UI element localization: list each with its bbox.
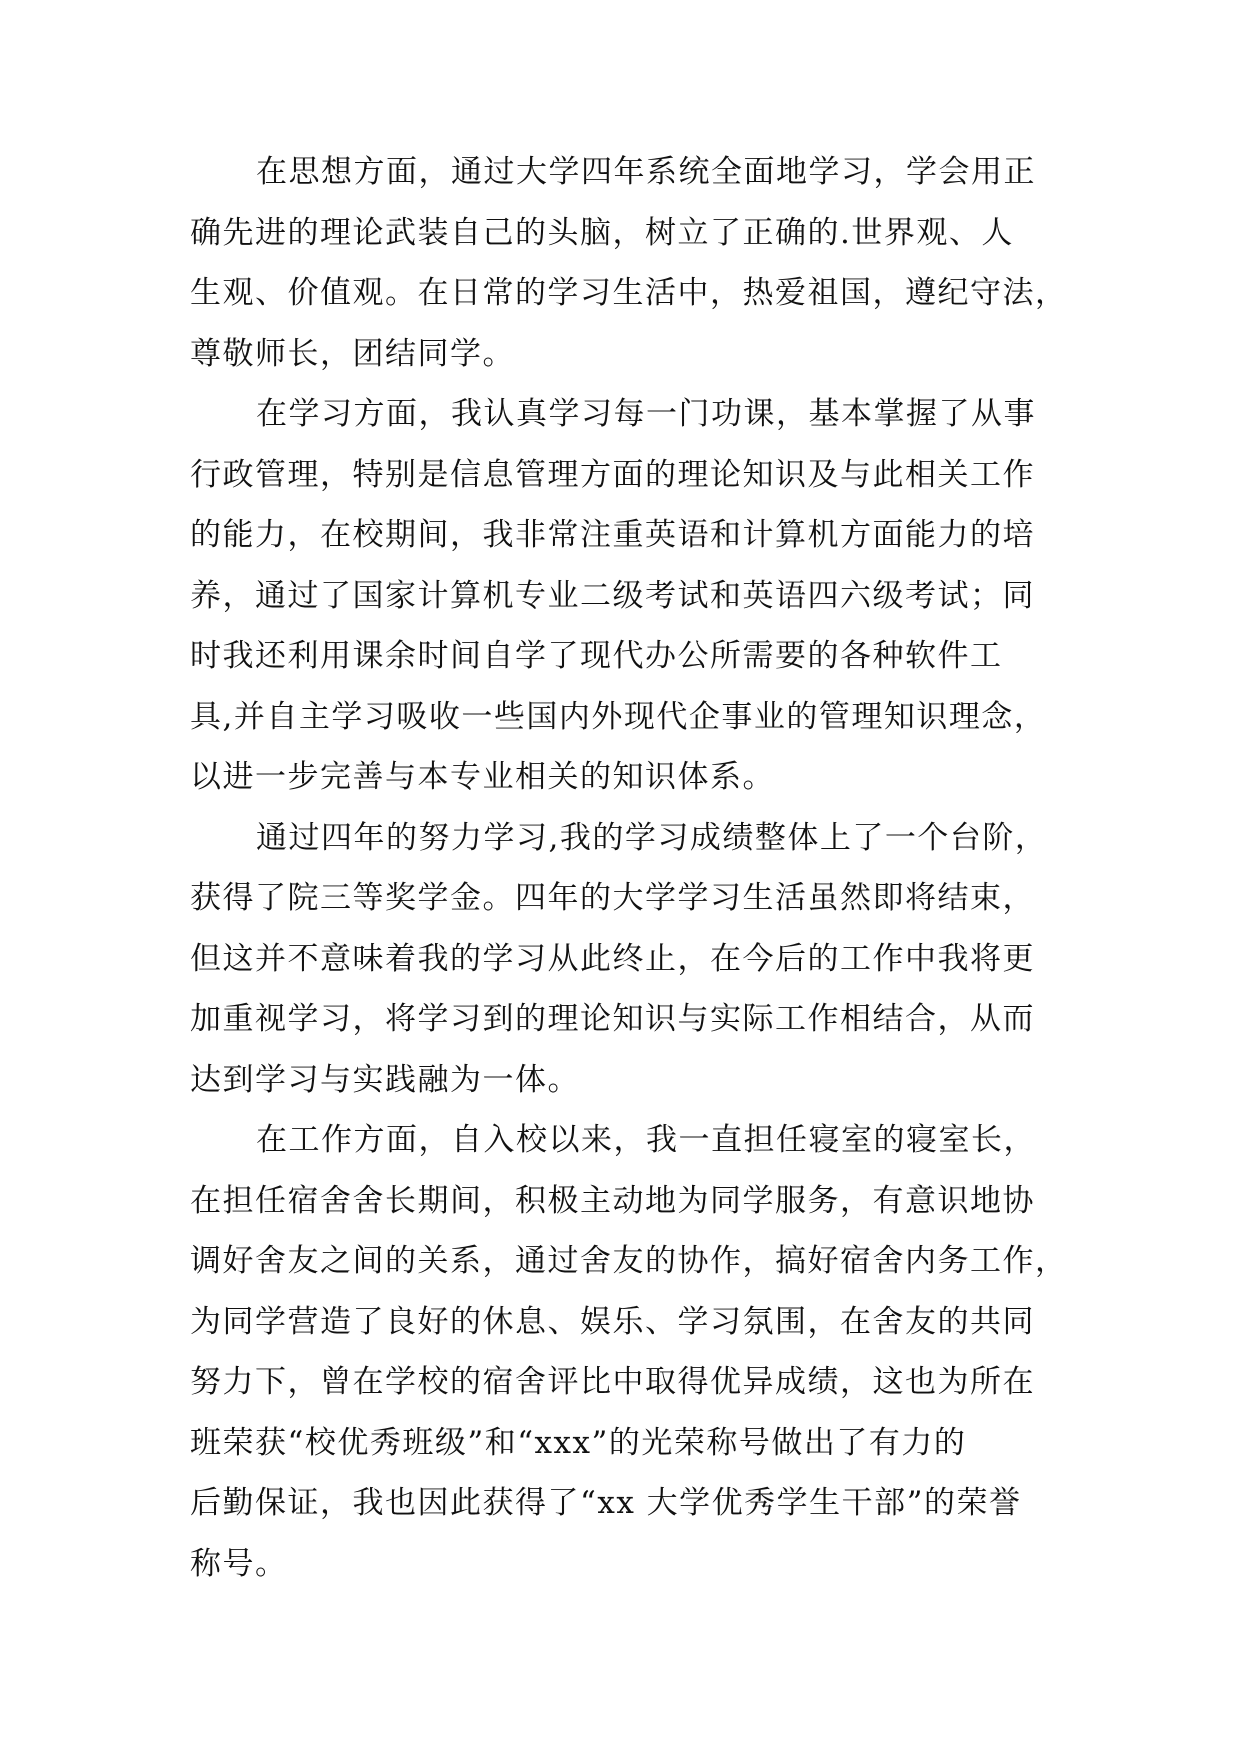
paragraph-line: 生观、价值观。在日常的学习生活中，热爱祖国，遵纪守法， [190, 275, 1068, 311]
paragraph-line: 在工作方面，自入校以来，我一直担任寝室的寝室长， [256, 1122, 1036, 1158]
paragraph-line: 加重视学习，将学习到的理论知识与实际工作相结合，从而 [190, 1001, 1035, 1037]
paragraph-line: 养，通过了国家计算机专业二级考试和英语四六级考试；同 [190, 577, 1035, 614]
paragraph-line: 称号。 [190, 1545, 288, 1582]
paragraph-line: 获得了院三等奖学金。四年的大学学习生活虽然即将结束， [190, 880, 1035, 916]
paragraph-line: 的能力，在校期间，我非常注重英语和计算机方面能力的培 [190, 517, 1035, 553]
document-body [190, 154, 1068, 1606]
paragraph-line: 在学习方面，我认真学习每一门功课，基本掌握了从事 [256, 396, 1036, 432]
paragraph-line: 为同学营造了良好的休息、娱乐、学习氛围，在舍友的共同 [190, 1303, 1035, 1340]
paragraph-line: 在担任宿舍舍长期间，积极主动地为同学服务，有意识地协 [190, 1182, 1035, 1219]
paragraph-line: 达到学习与实践融为一体。 [190, 1061, 580, 1098]
paragraph-achievement [190, 820, 1050, 1123]
paragraph-work [190, 1122, 1068, 1606]
paragraph-line: 通过四年的努力学习,我的学习成绩整体上了一个台阶， [256, 819, 1048, 856]
paragraph-line: 后勤保证，我也因此获得了“xx 大学优秀学生干部”的荣誉 [190, 1485, 1022, 1521]
paragraph-line: 在思想方面，通过大学四年系统全面地学习，学会用正 [256, 154, 1036, 190]
paragraph-line: 尊敬师长，团结同学。 [190, 335, 515, 372]
paragraph-line: 以进一步完善与本专业相关的知识体系。 [190, 759, 775, 795]
paragraph-line: 班荣获“校优秀班级”和“xxx”的光荣称号做出了有力的 [190, 1424, 967, 1461]
paragraph-line: 努力下，曾在学校的宿舍评比中取得优异成绩，这也为所在 [190, 1364, 1035, 1400]
paragraph-line: 行政管理，特别是信息管理方面的理论知识及与此相关工作 [190, 456, 1035, 493]
paragraph-line: 调好舍友之间的关系，通过舍友的协作，搞好宿舍内务工作， [190, 1243, 1068, 1279]
paragraph-line: 确先进的理论武装自己的头脑，树立了正确的.世界观、人 [190, 214, 1014, 251]
paragraph-line: 时我还利用课余时间自学了现代办公所需要的各种软件工 [190, 638, 1003, 674]
paragraph-line: 但这并不意味着我的学习从此终止，在今后的工作中我将更 [190, 940, 1035, 977]
paragraph-line: 具,并自主学习吸收一些国内外现代企事业的管理知识理念， [190, 698, 1047, 735]
paragraph-ideology [190, 154, 1068, 396]
paragraph-study [190, 396, 1050, 820]
